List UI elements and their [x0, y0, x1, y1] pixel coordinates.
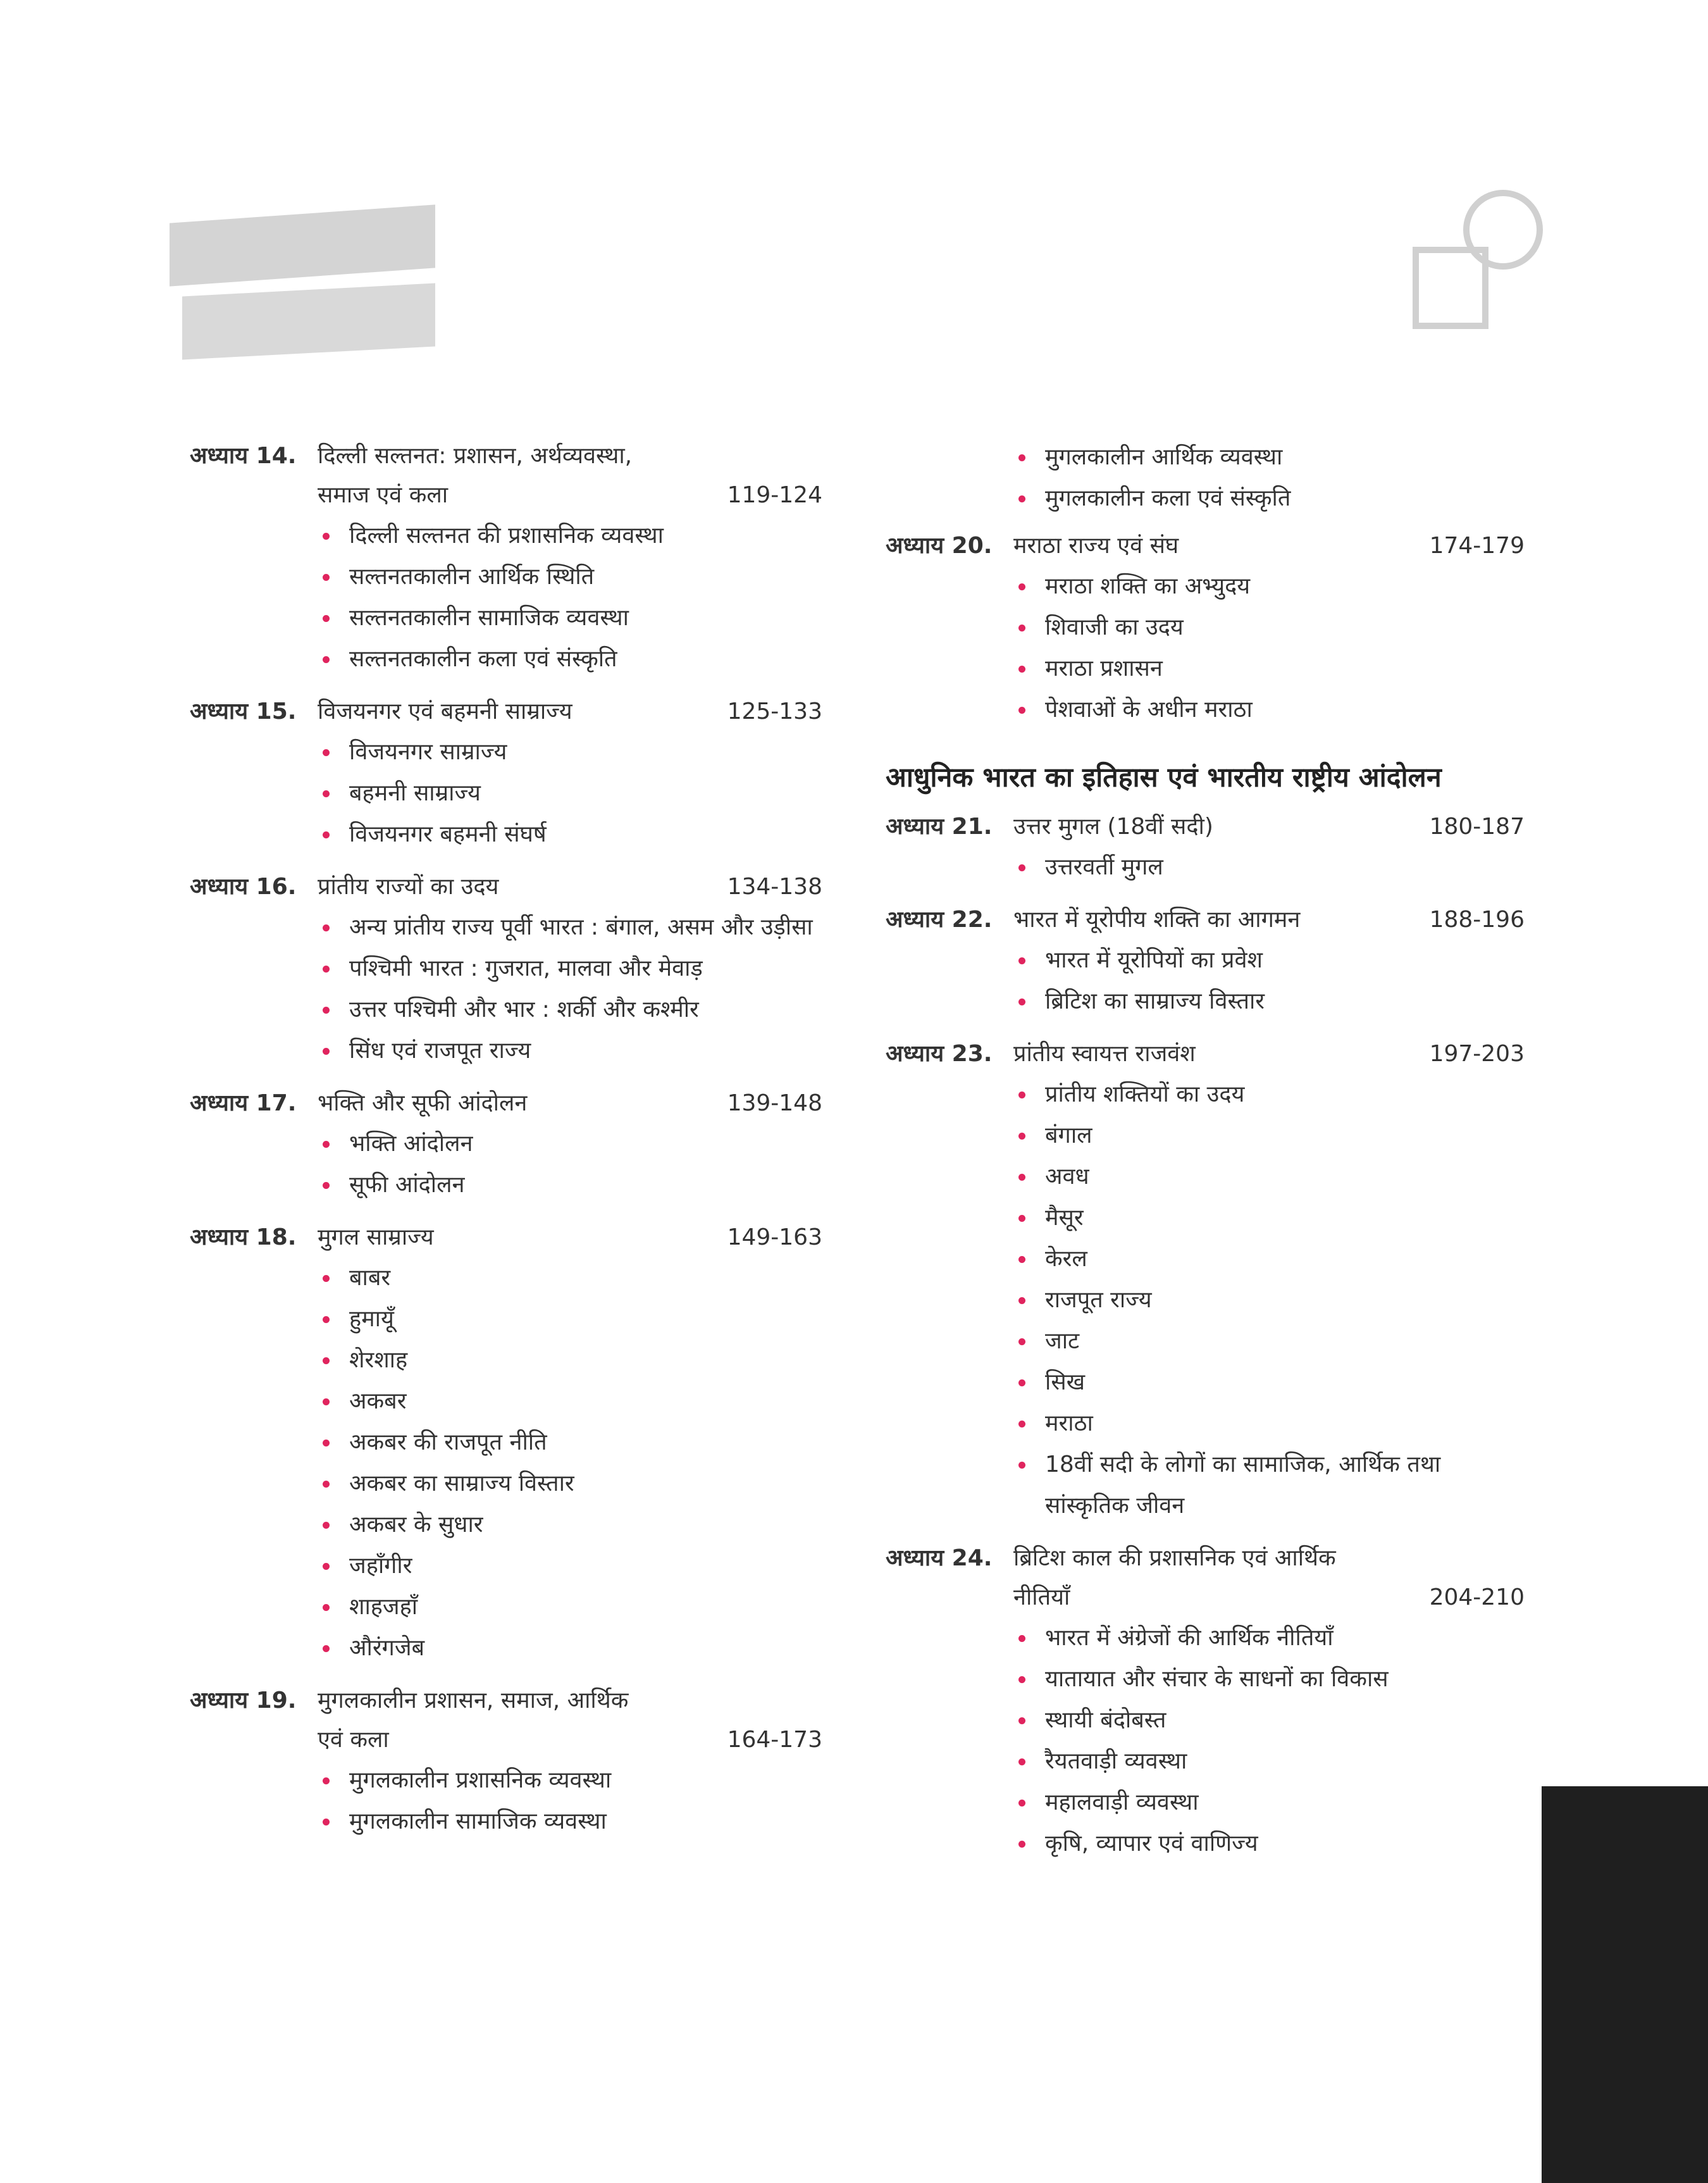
topic-text: ब्रिटिश का साम्राज्य विस्तार — [1045, 988, 1265, 1014]
bullet-icon — [323, 1777, 330, 1784]
bullet-icon — [323, 1141, 330, 1148]
topic-item — [1013, 1074, 1525, 1115]
topic-item — [1013, 1741, 1525, 1782]
topic-item — [1013, 1403, 1525, 1444]
topic-item — [318, 1627, 822, 1669]
topic-text: अकबर का साम्राज्य विस्तार — [349, 1471, 574, 1496]
topic-text: सल्तनतकालीन कला एवं संस्कृति — [349, 646, 617, 672]
topic-item — [318, 1545, 822, 1586]
topic-text: राजपूत राज्य — [1045, 1287, 1152, 1313]
topic-text: शाहजहाँ — [349, 1594, 418, 1620]
chapter-title: ब्रिटिश काल की प्रशासनिक एवं आर्थिक — [1013, 1545, 1336, 1571]
bullet-icon — [1018, 1174, 1025, 1181]
bullet-icon — [323, 1645, 330, 1652]
topic-text: मुगलकालीन कला एवं संस्कृति — [1045, 485, 1291, 511]
bullet-icon — [323, 615, 330, 622]
topic-item — [318, 907, 822, 948]
page-range: 119-124 — [727, 482, 822, 508]
toc-right-column — [886, 437, 1525, 1877]
chapter-topic-list — [190, 907, 822, 1071]
topic-text: स्थायी बंदोबस्त — [1045, 1707, 1167, 1733]
chapter-number: अध्याय 16. — [190, 874, 297, 900]
chapter-number: अध्याय 15. — [190, 699, 297, 725]
bullet-icon — [323, 1398, 330, 1405]
chapter-entry — [886, 807, 1525, 888]
bullet-icon — [323, 1182, 330, 1189]
chapter-topic-list — [190, 1760, 822, 1842]
topic-text: पश्चिमी भारत : गुजरात, मालवा और मेवाड़ — [349, 955, 703, 981]
chapter-topic-list — [190, 1257, 822, 1669]
bullet-icon — [323, 1048, 330, 1055]
topic-item — [318, 1340, 822, 1381]
topic-item — [1013, 1197, 1525, 1238]
topic-text: मुगलकालीन प्रशासनिक व्यवस्था — [349, 1767, 612, 1793]
topic-item — [1013, 689, 1525, 730]
topic-item — [1013, 1362, 1525, 1403]
topic-text: महालवाड़ी व्यवस्था — [1045, 1789, 1199, 1815]
topic-item — [1013, 1823, 1525, 1864]
chapter-number: अध्याय 20. — [886, 533, 993, 559]
chapter-topic-list — [886, 437, 1525, 519]
bullet-icon — [1018, 495, 1025, 502]
topic-item — [1013, 1238, 1525, 1279]
topic-item — [1013, 437, 1525, 478]
bullet-icon — [1018, 1092, 1025, 1098]
chapter-title: प्रांतीय स्वायत्त राजवंश — [1013, 1041, 1196, 1067]
bullet-icon — [323, 831, 330, 838]
topic-text: सिंध एवं राजपूत राज्य — [349, 1038, 531, 1064]
chapter-entry — [886, 1539, 1525, 1864]
topic-item — [1013, 981, 1525, 1022]
chapter-title: एवं कला — [318, 1727, 389, 1753]
section-heading: आधुनिक भारत का इतिहास एवं भारतीय राष्ट्रीय आंदोलन — [886, 762, 1442, 793]
bullet-icon — [1018, 1215, 1025, 1222]
topic-text: हुमायूँ — [349, 1306, 394, 1332]
topic-text: 18वीं सदी के लोगों का सामाजिक, आर्थिक तथा सांस्कृतिक जीवन — [1045, 1452, 1441, 1519]
topic-item — [318, 638, 822, 680]
chapter-title: प्रांतीय राज्यों का उदय — [318, 874, 499, 900]
chapter-title: मुगल साम्राज्य — [318, 1224, 434, 1250]
topic-text: केरल — [1045, 1246, 1087, 1272]
chapter-title: विजयनगर एवं बहमनी साम्राज्य — [318, 699, 572, 725]
chapter-title: भक्ति और सूफी आंदोलन — [318, 1090, 528, 1116]
topic-item — [318, 1030, 822, 1071]
topic-item — [1013, 1279, 1525, 1321]
topic-item — [1013, 1700, 1525, 1741]
chapter-topic-list — [886, 940, 1525, 1022]
topic-text: सल्तनतकालीन आर्थिक स्थिति — [349, 564, 595, 590]
topic-text: विजयनगर साम्राज्य — [349, 739, 507, 765]
topic-text: कृषि, व्यापार एवं वाणिज्य — [1045, 1831, 1258, 1856]
topic-text: भारत में यूरोपियों का प्रवेश — [1045, 947, 1263, 973]
topic-item — [1013, 1782, 1525, 1823]
chapter-topic-list — [886, 566, 1525, 730]
topic-text: जाट — [1045, 1328, 1080, 1354]
topic-text: दिल्ली सल्तनत की प्रशासनिक व्यवस्था — [349, 523, 664, 549]
page-range: 174-179 — [1429, 533, 1525, 559]
chapter-entry — [190, 1681, 822, 1842]
topic-text: विजयनगर बहमनी संघर्ष — [349, 821, 547, 847]
chapter-topic-list — [886, 847, 1525, 888]
topic-item — [1013, 566, 1525, 607]
bullet-icon — [1018, 583, 1025, 590]
bullet-icon — [323, 790, 330, 797]
chapter-number: अध्याय 19. — [190, 1688, 297, 1713]
chapter-entry — [190, 1084, 822, 1205]
bullet-icon — [323, 1563, 330, 1570]
chapter-entry — [190, 868, 822, 1071]
bullet-icon — [1018, 1800, 1025, 1807]
topic-item — [318, 1504, 822, 1545]
page-range: 164-173 — [727, 1727, 822, 1753]
page-range: 139-148 — [727, 1090, 822, 1116]
topic-text: बहमनी साम्राज्य — [349, 780, 481, 806]
bullet-icon — [1018, 625, 1025, 631]
topic-text: बाबर — [349, 1265, 391, 1291]
chapter-title: दिल्ली सल्तनत: प्रशासन, अर्थव्यवस्था, — [318, 443, 633, 469]
chapter-title: नीतियाँ — [1013, 1584, 1070, 1610]
bullet-icon — [323, 1481, 330, 1488]
bullet-icon — [1018, 666, 1025, 673]
topic-text: अकबर — [349, 1388, 407, 1414]
topic-text: सल्तनतकालीन सामाजिक व्यवस्था — [349, 605, 629, 631]
bullet-icon — [323, 1819, 330, 1825]
bullet-icon — [1018, 957, 1025, 964]
topic-text: बंगाल — [1045, 1123, 1092, 1148]
topic-item — [318, 1422, 822, 1463]
bullet-icon — [323, 574, 330, 581]
chapter-number: अध्याय 17. — [190, 1090, 297, 1116]
bullet-icon — [323, 1316, 330, 1323]
topic-text: अकबर की राजपूत नीति — [349, 1429, 547, 1455]
bullet-icon — [1018, 1133, 1025, 1140]
page-range: 188-196 — [1429, 907, 1525, 933]
chapter-topic-list — [190, 1123, 822, 1205]
bullet-icon — [323, 1604, 330, 1611]
topic-item — [318, 1257, 822, 1298]
chapter-topic-list — [886, 1617, 1525, 1864]
topic-text: शेरशाह — [349, 1347, 408, 1373]
bullet-icon — [323, 1275, 330, 1282]
topic-item — [318, 597, 822, 638]
chapter-number: अध्याय 22. — [886, 907, 993, 933]
bullet-icon — [1018, 1462, 1025, 1469]
chapter-entry — [886, 900, 1525, 1022]
toc-left-column — [190, 437, 822, 1855]
topic-text: जहाँगीर — [349, 1553, 412, 1579]
page-range: 204-210 — [1429, 1584, 1525, 1610]
chapter-number: अध्याय 23. — [886, 1041, 993, 1067]
bullet-icon — [323, 749, 330, 756]
topic-text: मैसूर — [1045, 1205, 1084, 1231]
topic-item — [1013, 648, 1525, 689]
bullet-icon — [323, 1357, 330, 1364]
topic-item — [318, 1463, 822, 1504]
chapter-topic-list — [190, 515, 822, 680]
page-range: 149-163 — [727, 1224, 822, 1250]
topic-item — [318, 731, 822, 773]
bullet-icon — [1018, 1297, 1025, 1304]
bullet-icon — [323, 1440, 330, 1446]
topic-item — [318, 948, 822, 989]
publisher-logo-faded — [170, 195, 448, 366]
bullet-icon — [1018, 1338, 1025, 1345]
bullet-icon — [1018, 1717, 1025, 1724]
bullet-icon — [323, 966, 330, 973]
topic-item — [318, 1801, 822, 1842]
chapter-number: अध्याय 24. — [886, 1545, 993, 1571]
chapter-topic-list — [190, 731, 822, 855]
topic-item — [1013, 478, 1525, 519]
bullet-icon — [1018, 864, 1025, 871]
topic-text: औरंगजेब — [349, 1635, 425, 1661]
topic-item — [318, 989, 822, 1030]
topic-item — [1013, 607, 1525, 648]
chapter-topic-list — [886, 1074, 1525, 1526]
bullet-icon — [323, 924, 330, 931]
topic-item — [1013, 1617, 1525, 1658]
topic-item — [1013, 1658, 1525, 1700]
bullet-icon — [323, 1007, 330, 1014]
chapter-title: भारत में यूरोपीय शक्ति का आगमन — [1013, 907, 1301, 933]
topic-text: उत्तरवर्ती मुगल — [1045, 854, 1163, 880]
topic-item — [318, 1298, 822, 1340]
bullet-icon — [1018, 998, 1025, 1005]
topic-text: मुगलकालीन सामाजिक व्यवस्था — [349, 1808, 607, 1834]
chapter-number: अध्याय 14. — [190, 443, 297, 469]
chapter-entry — [886, 526, 1525, 730]
topic-item — [318, 1381, 822, 1422]
chapter-title: उत्तर मुगल (18वीं सदी) — [1013, 814, 1213, 840]
topic-item — [318, 1760, 822, 1801]
bullet-icon — [1018, 1758, 1025, 1765]
chapter-number: अध्याय 18. — [190, 1224, 297, 1250]
topic-item — [318, 515, 822, 556]
chapter-title: मराठा राज्य एवं संघ — [1013, 533, 1179, 559]
chapter-title: समाज एवं कला — [318, 482, 449, 508]
topic-text: रैयतवाड़ी व्यवस्था — [1045, 1748, 1187, 1774]
topic-text: मराठा शक्ति का अभ्युदय — [1045, 573, 1251, 599]
chapter-entry — [190, 692, 822, 855]
topic-text: अवध — [1045, 1164, 1089, 1190]
topic-item — [318, 1164, 822, 1205]
corner-decoration-icon — [1409, 187, 1549, 339]
topic-item — [1013, 1444, 1525, 1526]
topic-text: भक्ति आंदोलन — [349, 1131, 473, 1157]
topic-text: पेशवाओं के अधीन मराठा — [1045, 697, 1253, 723]
bullet-icon — [1018, 1635, 1025, 1642]
topic-item — [1013, 940, 1525, 981]
topic-text: प्रांतीय शक्तियों का उदय — [1045, 1081, 1245, 1107]
topic-text: मराठा — [1045, 1410, 1093, 1436]
topic-item — [318, 773, 822, 814]
bullet-icon — [1018, 1421, 1025, 1427]
bullet-icon — [1018, 1841, 1025, 1848]
topic-item — [1013, 1156, 1525, 1197]
topic-text: सूफी आंदोलन — [349, 1172, 465, 1198]
bullet-icon — [1018, 454, 1025, 461]
chapter-entry — [190, 437, 822, 680]
topic-item — [1013, 1115, 1525, 1156]
chapter-entry — [190, 1218, 822, 1669]
topic-item — [318, 1123, 822, 1164]
chapter-entry — [886, 1035, 1525, 1526]
bullet-icon — [1018, 1676, 1025, 1683]
topic-item — [1013, 1321, 1525, 1362]
topic-item — [318, 814, 822, 855]
topic-text: मराठा प्रशासन — [1045, 656, 1163, 681]
bullet-icon — [323, 656, 330, 663]
chapter-title: मुगलकालीन प्रशासन, समाज, आर्थिक — [318, 1688, 629, 1713]
bullet-icon — [1018, 707, 1025, 714]
page-edge-tab — [1542, 1786, 1708, 2183]
bullet-icon — [323, 1522, 330, 1529]
page-range: 125-133 — [727, 699, 822, 725]
topic-text: अन्य प्रांतीय राज्य पूर्वी भारत : बंगाल, असम और उड़ीसा — [349, 914, 813, 940]
topic-item — [318, 556, 822, 597]
topic-text: यातायात और संचार के साधनों का विकास — [1045, 1666, 1389, 1692]
topic-text: सिख — [1045, 1369, 1086, 1395]
topic-text: शिवाजी का उदय — [1045, 614, 1184, 640]
topic-text: भारत में अंग्रेजों की आर्थिक नीतियाँ — [1045, 1625, 1334, 1651]
bullet-icon — [1018, 1256, 1025, 1263]
topic-text: अकबर के सुधार — [349, 1512, 483, 1538]
topic-item — [1013, 847, 1525, 888]
bullet-icon — [323, 533, 330, 540]
topic-item — [318, 1586, 822, 1627]
page-range: 180-187 — [1429, 814, 1525, 840]
chapter-number: अध्याय 21. — [886, 814, 993, 840]
topic-text: उत्तर पश्चिमी और भार : शर्की और कश्मीर — [349, 997, 699, 1023]
bullet-icon — [1018, 1379, 1025, 1386]
topic-text: मुगलकालीन आर्थिक व्यवस्था — [1045, 444, 1283, 470]
page-range: 134-138 — [727, 874, 822, 900]
page-range: 197-203 — [1429, 1041, 1525, 1067]
